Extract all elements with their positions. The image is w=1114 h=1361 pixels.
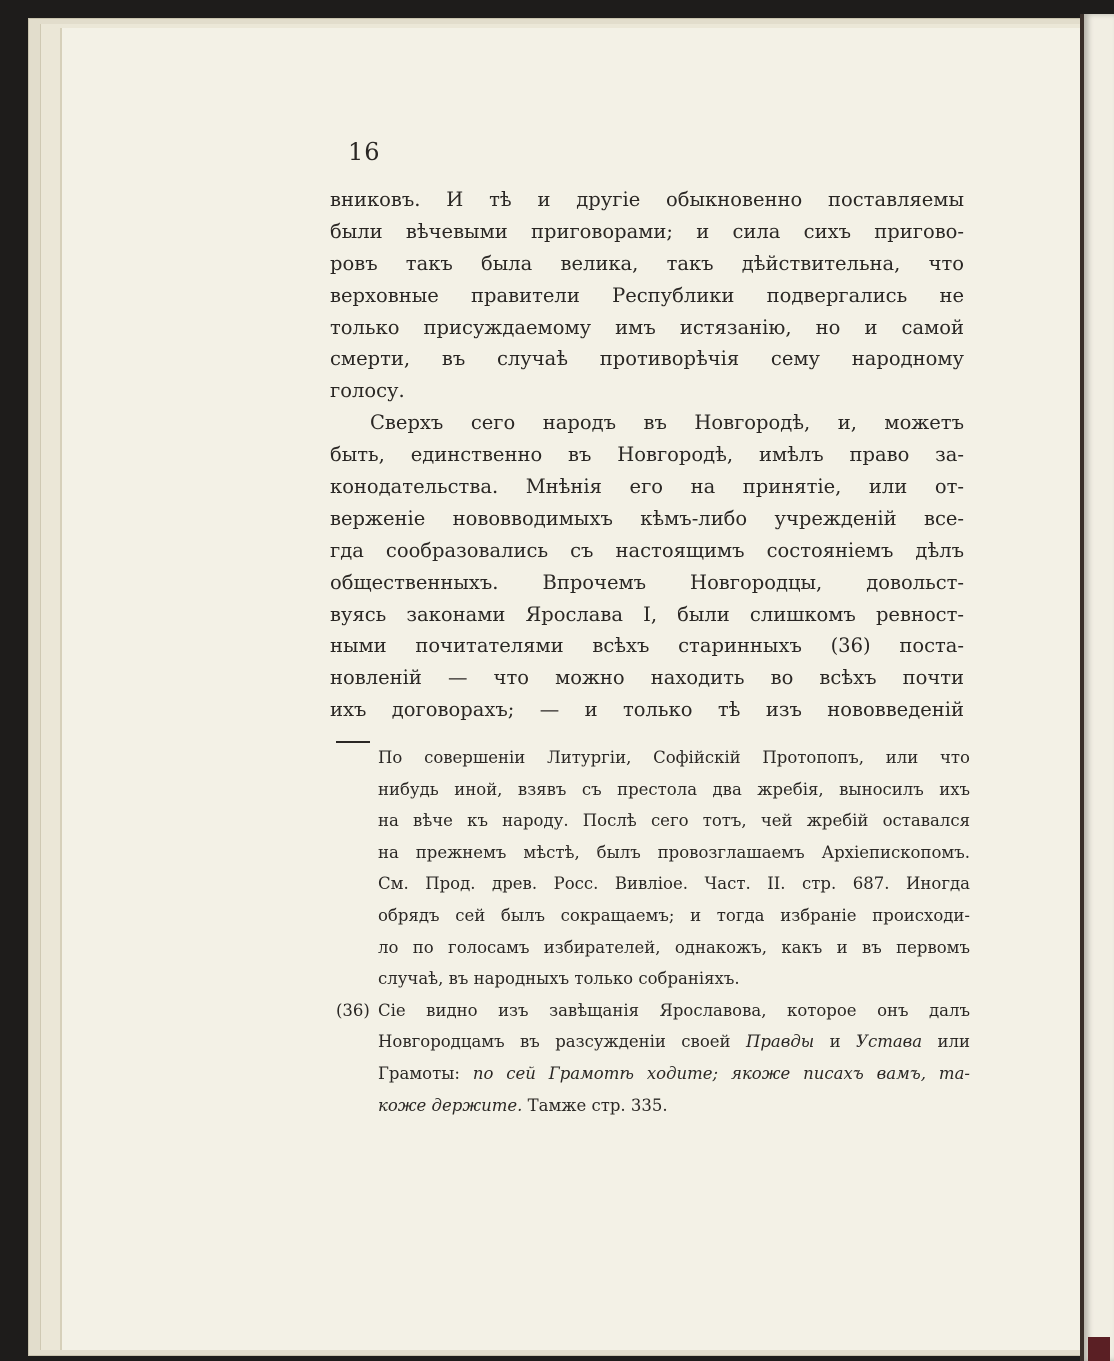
text-line: смерти, въ случаѣ противорѣчія сему народному	[330, 347, 964, 371]
text-line: быть, единственно въ Новгородѣ, имѣлъ право за-	[330, 443, 964, 467]
text-line: общественныхъ. Впрочемъ Новгородцы, довольст-	[330, 570, 964, 594]
text-line: верховные правители Республики подвергались не	[330, 283, 964, 307]
footnote-line: ло по голосамъ избирателей, однакожъ, какъ и въ первомъ	[378, 937, 970, 957]
footnote-marker: (36)	[336, 1000, 370, 1020]
footnote-line	[336, 1058, 970, 1090]
text-line: вниковъ. И тѣ и другіе обыкновенно поставляемы	[330, 188, 964, 211]
footnote-text: Сіе видно изъ завѣщанія Ярославова, которое онъ далъ	[378, 1000, 970, 1020]
text-line: ными почитателями всѣхъ старинныхъ (36) поста-	[330, 634, 964, 658]
text-line: голосу.	[330, 379, 405, 403]
page-number: 16	[348, 138, 381, 166]
facing-page-edge	[1080, 14, 1114, 1361]
footnote-line: См. Прод. древ. Росс. Вивліое. Част. II. стр. 687. Иногда	[378, 874, 970, 894]
footnote-line: на вѣче къ народу. Послѣ сего тотъ, чей жребій оставался	[378, 811, 970, 831]
bookmark-ribbon	[1088, 1337, 1110, 1361]
footnote-line	[336, 1090, 970, 1122]
footnote-line: случаѣ, въ народныхъ только собраніяхъ.	[378, 969, 740, 989]
text-line: ихъ договорахъ; — и только тѣ изъ нововведеній	[330, 698, 964, 722]
footnote-text: и	[814, 1032, 857, 1052]
footnote-text: Тамже стр. 335.	[522, 1095, 668, 1115]
footnote-line: на прежнемъ мѣстѣ, былъ провозглашаемъ Архіепископомъ.	[378, 842, 970, 862]
footnote-text: или	[922, 1032, 970, 1052]
footnote-italic: по сей Грамотѣ ходите; якоже писахъ вамъ, та-	[472, 1063, 970, 1083]
text-line: новленій — что можно находить во всѣхъ почти	[330, 666, 964, 690]
footnote-italic: Устава	[856, 1032, 923, 1052]
footnotes-block	[336, 742, 970, 1121]
footnote-line: нибудь иной, взявъ съ престола два жребія, выносилъ ихъ	[378, 779, 970, 799]
footnote-text: Новгородцамъ въ разсужденіи своей	[378, 1032, 746, 1052]
text-line: были вѣчевыми приговорами; и сила сихъ пригово-	[330, 219, 964, 243]
footnote-italic: Правды	[745, 1032, 815, 1052]
text-line: гда сообразовались съ настоящимъ состояніемъ дѣлъ	[330, 538, 964, 562]
text-line: конодательства. Мнѣнія его на принятіе, или от-	[330, 475, 964, 499]
text-line: ровъ такъ была велика, такъ дѣйствительна, что	[330, 251, 964, 275]
footnote-italic: коже держите.	[378, 1095, 523, 1115]
footnote-36	[336, 995, 970, 1027]
footnote-line: обрядъ сей былъ сокращаемъ; и тогда избраніе происходи-	[378, 905, 970, 925]
text-line: только присуждаемому имъ истязанію, но и самой	[330, 315, 964, 339]
footnote-text: Грамоты:	[378, 1063, 473, 1083]
text-line: верженіе нововводимыхъ кѣмъ-либо учрежденій все-	[330, 506, 964, 530]
footnote-line	[336, 1026, 970, 1058]
text-line: Сверхъ сего народъ въ Новгородѣ, и, можетъ	[370, 411, 964, 435]
text-line: вуясь законами Ярослава I, были слишкомъ ревност-	[330, 602, 964, 626]
footnote-line: По совершеніи Литургіи, Софійскій Протопопъ, или что	[378, 748, 970, 767]
main-text-block	[330, 184, 964, 726]
